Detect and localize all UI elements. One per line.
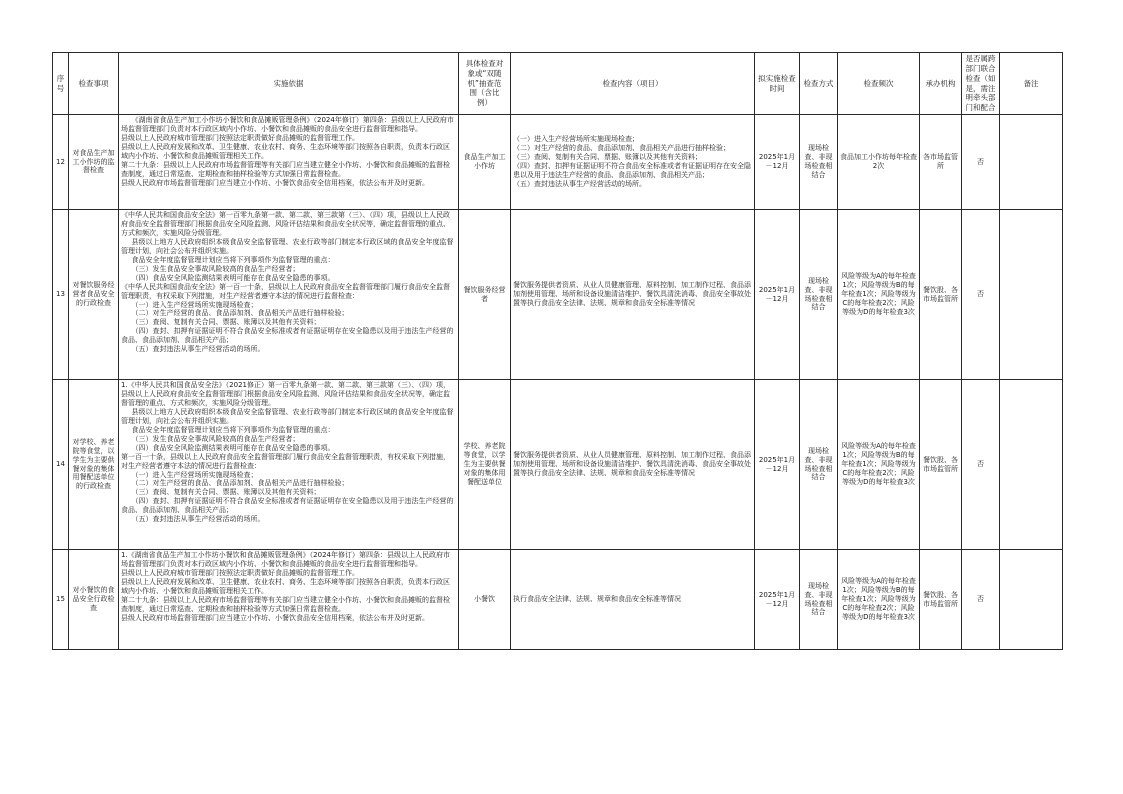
row-joint: 否 (962, 380, 1000, 550)
row-agency: 餐饮股、各市场监管所 (920, 380, 962, 550)
basis-paragraph: 县级人民政府市场监督管理部门应当建立小作坊、小餐饮食品安全信用档案，依法公布并及时更新。 (121, 178, 429, 187)
header-row (53, 53, 1063, 115)
header-method: 检查方式 (800, 53, 838, 115)
header-joint-line: 是，需注 (965, 83, 996, 93)
table-row (53, 380, 1063, 550)
row-method: 现场检查、非现场检查相结合 (800, 550, 838, 650)
row-content: 餐饮服务提供者资质、从业人员健康管理、原料控制、加工制作过程、食品添加剂使用管理、场所和设备设施清洁维护、餐饮具清洗消毒、食品安全事故处置等执行食品安全法律、法规、规章和食品安全标准等情况 (511, 210, 755, 380)
basis-paragraph: 第二十九条：县级以上人民政府市场监督管理等有关部门应当建立健全小作坊、小餐饮和食品摊贩的监督检查制度，通过日常巡查、定期检查和抽样检验等方式加强日常监督检查。 (121, 595, 450, 613)
row-scope: 小餐饮 (459, 550, 511, 650)
basis-paragraph: 县级以上地方人民政府组织本级食品安全监督管理、农业行政等部门制定本行政区域的食品安全年度监督管理计划，向社会公布并组织实施。 (121, 407, 454, 425)
basis-paragraph: 县级以上人民政府城市管理部门按照法定职责做好食品摊贩的监督管理工作。 (121, 568, 359, 577)
basis-paragraph: （五）查封违法从事生产经营活动的场所。 (131, 515, 265, 524)
table-row (53, 115, 1063, 210)
row-basis (119, 115, 459, 210)
row-scope: 学校、养老院等食堂，以学生为主要供餐对象的集体用餐配送单位 (459, 380, 511, 550)
header-scope-line: 围（含比 (469, 88, 500, 98)
row-time: 2025年1月－12月 (755, 115, 800, 210)
table-row (53, 210, 1063, 380)
row-frequency: 风险等级为A的每年检查1次；风险等级为B的每年检查1次；风险等级为C的每年检查2次；风险等级为D的每年检查3次 (838, 380, 920, 550)
basis-paragraph: （三）查阅、复制有关合同、票据、账簿以及其他有关资料； (131, 488, 321, 497)
header-joint (962, 53, 1000, 115)
basis-paragraph: 1.《中华人民共和国食品安全法》（2021修正）第一百零九条第一款、第二款、第三款第（三）、（四）项，县级以上人民政府食品安全监督管理部门根据食品安全风险监测、风险评估结果和食品安全状况等，确定监督管理的重点、方式和频次，实施风险分级管理。 (121, 381, 450, 407)
basis-paragraph: （一）进入生产经营场所实施现场检查； (131, 300, 258, 309)
header-joint-line: 明牵头部 (965, 93, 996, 103)
header-joint-line: 门和配合 (965, 103, 996, 112)
header-time-line: 拟实施检查 (758, 73, 796, 83)
row-item: 对小餐饮的食品安全行政检查 (69, 550, 119, 650)
basis-paragraph: 县级以上人民政府发展和改革、卫生健康、农业农村、商务、生态环境等部门按照各自职责，负责本行政区域内小作坊、小餐饮和食品摊贩管理相关工作。 (121, 142, 450, 160)
row-joint: 否 (962, 115, 1000, 210)
row-frequency: 食品加工小作坊每年检查2次 (838, 115, 920, 210)
basis-paragraph: 县级以上地方人民政府组织本级食品安全监督管理、农业行政等部门制定本行政区域的食品安全年度监督管理计划，向社会公布并组织实施。 (121, 237, 454, 255)
row-content: 餐饮服务提供者资质、从业人员健康管理、原料控制、加工制作过程、食品添加剂使用管理、场所和设备设施清洁维护、餐饮具清洗消毒、食品安全事故处置等执行食品安全法律、法规、规章和食品安全标准等情况 (511, 380, 755, 550)
row-method: 现场检查、非现场检查相结合 (800, 115, 838, 210)
row-seq: 14 (53, 380, 69, 550)
content-item: （四）查封、扣押有证据证明不符合食品安全标准或者有证据证明存在安全隐患以及用于违法生产经营的食品、食品添加剂、食品相关产品； (513, 162, 751, 179)
basis-paragraph: 县级人民政府市场监督管理部门应当建立小作坊、小餐饮食品安全信用档案，依法公布并及时更新。 (121, 613, 429, 622)
row-remark (1000, 115, 1063, 210)
row-scope: 餐饮服务经营者 (459, 210, 511, 380)
header-frequency: 检查频次 (838, 53, 920, 115)
row-basis (119, 380, 459, 550)
basis-paragraph: （四）食品安全风险监测结果表明可能存在食品安全隐患的事项。 (131, 273, 335, 282)
row-seq: 12 (53, 115, 69, 210)
row-agency: 餐饮股、各市场监管所 (920, 550, 962, 650)
row-seq: 13 (53, 210, 69, 380)
header-joint-line: 部门联合 (965, 64, 996, 73)
content-item: （二）对生产经营的食品、食品添加剂、食品相关产品进行抽样检验； (513, 144, 730, 153)
row-content: 执行食品安全法律、法规、规章和食品安全标准等情况 (511, 550, 755, 650)
content-item: （一）进入生产经营场所实施现场检查； (513, 135, 639, 144)
basis-paragraph: （三）查阅、复制有关合同、票据、账簿以及其他有关资料； (131, 318, 321, 327)
header-seq: 序号 (53, 53, 69, 115)
basis-paragraph: （五）查封违法从事生产经营活动的场所。 (131, 345, 265, 354)
basis-paragraph: 《中华人民共和国食品安全法》第一百一十条，县级以上人民政府食品安全监督管理部门履行食品安全监督管理职责，有权采取下列措施，对生产经营者遵守本法的情况进行监督检查： (121, 282, 450, 300)
basis-paragraph: 食品安全年度监督管理计划应当将下列事项作为监督管理的重点： (131, 255, 335, 264)
basis-paragraph: （三）发生食品安全事故风险较高的食品生产经营者； (131, 434, 300, 443)
row-remark (1000, 380, 1063, 550)
row-remark (1000, 210, 1063, 380)
header-item: 检查事项 (69, 53, 119, 115)
row-frequency: 风险等级为A的每年检查1次；风险等级为B的每年检查1次；风险等级为C的每年检查2次；风险等级为D的每年检查3次 (838, 210, 920, 380)
basis-paragraph: （三）发生食品安全事故风险较高的食品生产经营者； (131, 264, 300, 273)
basis-paragraph: 第二十九条：县级以上人民政府市场监督管理等有关部门应当建立健全小作坊、小餐饮和食品摊贩的监督检查制度，通过日常巡查、定期检查和抽样检验等方式加强日常监督检查。 (121, 160, 450, 178)
basis-paragraph: （四）查封、扣押有证据证明不符合食品安全标准或者有证据证明存在安全隐患以及用于违法生产经营的食品、食品添加剂、食品相关产品； (121, 327, 454, 345)
basis-paragraph: 县级以上人民政府发展和改革、卫生健康、农业农村、商务、生态环境等部门按照各自职责，负责本行政区域内小作坊、小餐饮和食品摊贩管理相关工作。 (121, 577, 450, 595)
basis-paragraph: 食品安全年度监督管理计划应当将下列事项作为监督管理的重点： (131, 425, 335, 434)
basis-paragraph: 县级以上人民政府城市管理部门按照法定职责做好食品摊贩的监督管理工作。 (121, 133, 359, 142)
header-joint-line: 检查（如 (965, 73, 996, 83)
row-content (511, 115, 755, 210)
basis-paragraph: 第一百一十条，县级以上人民政府食品安全监督管理部门履行食品安全监督管理职责，有权采取下列措施，对生产经营者遵守本法的情况进行监督检查： (121, 452, 450, 470)
basis-paragraph: 《湖南省食品生产加工小作坊小餐饮和食品摊贩管理条例》（2024年修订）第四条：县级以上人民政府市场监督管理部门负责对本行政区域内小作坊、小餐饮和食品摊贩的食品安全进行监督管理和指导。 (121, 116, 454, 133)
basis-paragraph: 1.《湖南省食品生产加工小作坊小餐饮和食品摊贩管理条例》（2024年修订）第四条：县级以上人民政府市场监督管理部门负责对本行政区域内小作坊、小餐饮和食品摊贩的食品安全进行监督管理和指导。 (121, 551, 450, 568)
row-basis (119, 550, 459, 650)
inspection-plan-table (52, 52, 1063, 650)
header-scope-line: 象或“双随 (467, 68, 502, 78)
row-method: 现场检查、非现场检查相结合 (800, 380, 838, 550)
header-content: 检查内容（项目） (511, 53, 755, 115)
header-joint-line: 是否属跨 (965, 54, 996, 64)
row-remark (1000, 550, 1063, 650)
inspection-plan-sheet (52, 52, 1062, 649)
header-scope-line: 机”抽查范 (467, 78, 502, 88)
row-seq: 15 (53, 550, 69, 650)
row-basis (119, 210, 459, 380)
header-time-line: 时间 (769, 83, 785, 93)
row-agency: 各市场监管所 (920, 115, 962, 210)
table-row (53, 550, 1063, 650)
content-item: （三）查阅、复制有关合同、票据、账簿以及其他有关资料； (513, 153, 702, 162)
row-scope: 食品生产加工小作坊 (459, 115, 511, 210)
row-agency: 餐饮股、各市场监管所 (920, 210, 962, 380)
header-time (755, 53, 800, 115)
row-joint: 否 (962, 550, 1000, 650)
basis-paragraph: （四）食品安全风险监测结果表明可能存在食品安全隐患的事项。 (131, 443, 335, 452)
row-item: 对学校、养老院等食堂，以学生为主要供餐对象的集体用餐配送单位的行政检查 (69, 380, 119, 550)
basis-paragraph: （二）对生产经营的食品、食品添加剂、食品相关产品进行抽样检验； (131, 479, 349, 488)
header-scope-line: 例） (477, 98, 492, 108)
row-time: 2025年1月－12月 (755, 550, 800, 650)
header-scope (459, 53, 511, 115)
row-time: 2025年1月－12月 (755, 380, 800, 550)
header-basis: 实施依据 (119, 53, 459, 115)
header-agency: 承办机构 (920, 53, 962, 115)
header-scope-line: 具体检查对 (465, 59, 504, 69)
row-time: 2025年1月－12月 (755, 210, 800, 380)
header-remark: 备注 (1000, 53, 1063, 115)
row-item: 对食品生产加工小作坊的监督检查 (69, 115, 119, 210)
basis-paragraph: （二）对生产经营的食品、食品添加剂、食品相关产品进行抽样检验； (131, 309, 349, 318)
row-joint: 否 (962, 210, 1000, 380)
content-item: （五）查封违法从事生产经营活动的场所。 (513, 179, 646, 188)
basis-paragraph: （四）查封、扣押有证据证明不符合食品安全标准或者有证据证明存在安全隐患以及用于违法生产经营的食品、食品添加剂、食品相关产品； (121, 497, 454, 515)
basis-paragraph: （一）进入生产经营场所实施现场检查； (131, 470, 258, 479)
row-frequency: 风险等级为A的每年检查1次；风险等级为B的每年检查1次；风险等级为C的每年检查2次；风险等级为D的每年检查3次 (838, 550, 920, 650)
row-item: 对餐饮服务经营者食品安全的行政检查 (69, 210, 119, 380)
basis-paragraph: 《中华人民共和国食品安全法》第一百零九条第一款、第二款、第三款第（三）、（四）项，县级以上人民政府食品安全监督管理部门根据食品安全风险监测、风险评估结果和食品安全状况等，确定监督管理的重点、方式和频次，实施风险分级管理。 (121, 211, 450, 237)
row-method: 现场检查、非现场检查相结合 (800, 210, 838, 380)
